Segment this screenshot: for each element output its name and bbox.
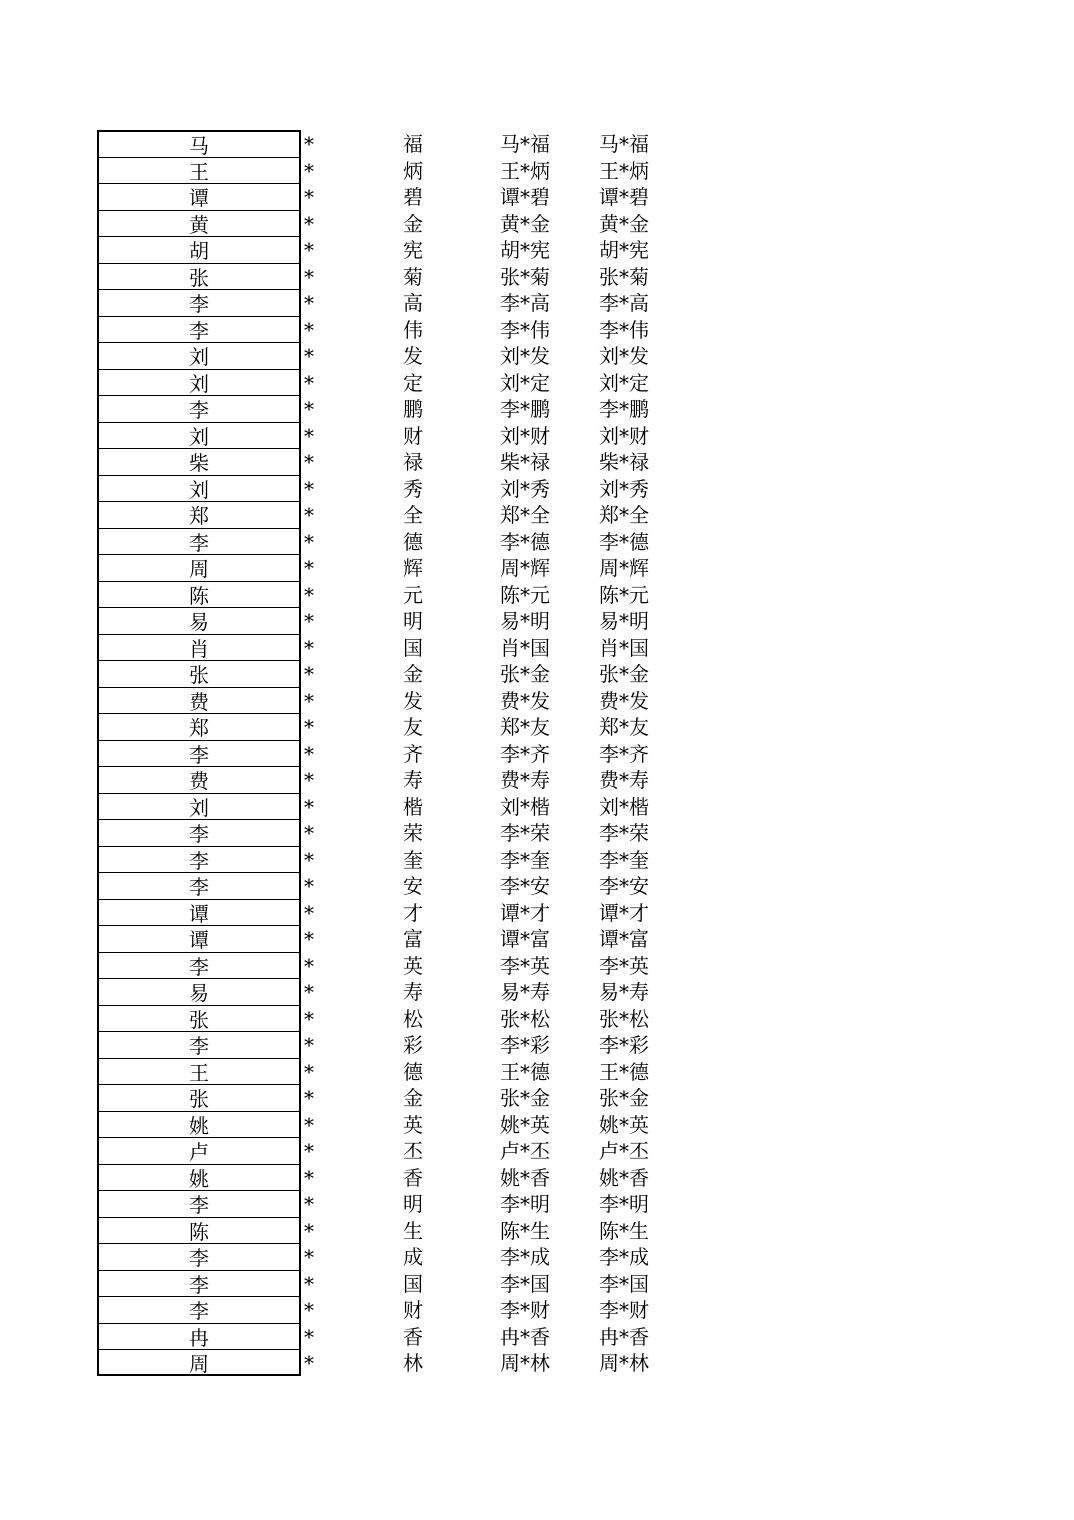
masked-name-cell: 张*松 [500, 1006, 550, 1031]
masked-name-copy-cell: 张*菊 [599, 264, 649, 289]
masked-name-cell: 李*明 [500, 1192, 550, 1216]
surname-cell: 易 [97, 607, 301, 634]
masked-name-cell: 谭*碧 [500, 185, 550, 209]
table-row [0, 1190, 1074, 1217]
mask-cell: * [304, 1218, 314, 1243]
given-name-cell: 财 [403, 1298, 423, 1322]
table-row [0, 448, 1074, 475]
masked-name-copy-cell: 卢*丕 [599, 1139, 649, 1163]
masked-name-copy-cell: 张*松 [599, 1006, 649, 1031]
masked-name-cell: 姚*香 [500, 1165, 550, 1190]
mask-cell: * [304, 1324, 314, 1349]
table-row [0, 713, 1074, 740]
surname-cell: 李 [97, 1190, 301, 1217]
masked-name-cell: 李*荣 [500, 821, 550, 845]
masked-name-cell: 黄*金 [500, 211, 550, 236]
masked-name-copy-cell: 李*英 [599, 953, 649, 978]
given-name-cell: 才 [403, 900, 423, 925]
mask-cell: * [304, 1271, 314, 1296]
given-name-cell: 德 [403, 529, 423, 554]
table-row [0, 1243, 1074, 1270]
masked-name-copy-cell: 冉*香 [599, 1324, 649, 1349]
surname-cell: 刘 [97, 342, 301, 369]
masked-name-cell: 李*财 [500, 1298, 550, 1322]
surname-cell: 肖 [97, 634, 301, 661]
masked-name-copy-cell: 李*成 [599, 1245, 649, 1269]
surname-cell: 谭 [97, 183, 301, 210]
masked-name-copy-cell: 易*明 [599, 609, 649, 633]
table-row [0, 130, 1074, 157]
masked-name-copy-cell: 李*彩 [599, 1033, 649, 1057]
surname-cell: 李 [97, 1031, 301, 1058]
mask-cell: * [304, 450, 314, 474]
mask-cell: * [304, 609, 314, 633]
masked-name-copy-cell: 王*炳 [599, 158, 649, 183]
masked-name-cell: 费*发 [500, 688, 550, 713]
given-name-cell: 成 [403, 1245, 423, 1269]
mask-cell: * [304, 1351, 314, 1375]
table-row [0, 1323, 1074, 1350]
surname-cell: 陈 [97, 581, 301, 608]
given-name-cell: 松 [403, 1006, 423, 1031]
mask-cell: * [304, 423, 314, 448]
mask-cell: * [304, 211, 314, 236]
table-row [0, 316, 1074, 343]
table-row [0, 1164, 1074, 1191]
table-row [0, 846, 1074, 873]
given-name-cell: 楷 [403, 794, 423, 819]
mask-cell: * [304, 1006, 314, 1031]
given-name-cell: 友 [403, 715, 423, 739]
given-name-cell: 菊 [403, 264, 423, 289]
table-row [0, 1111, 1074, 1138]
masked-name-cell: 易*明 [500, 609, 550, 633]
masked-name-cell: 肖*国 [500, 635, 550, 660]
masked-name-copy-cell: 周*林 [599, 1351, 649, 1375]
masked-name-cell: 冉*香 [500, 1324, 550, 1349]
masked-name-copy-cell: 陈*生 [599, 1218, 649, 1243]
masked-name-copy-cell: 陈*元 [599, 582, 649, 607]
given-name-cell: 安 [403, 874, 423, 898]
masked-name-cell: 李*安 [500, 874, 550, 898]
masked-name-copy-cell: 费*发 [599, 688, 649, 713]
surname-cell: 费 [97, 766, 301, 793]
masked-name-copy-cell: 刘*秀 [599, 476, 649, 501]
surname-cell: 王 [97, 157, 301, 184]
mask-cell: * [304, 635, 314, 660]
table-row [0, 369, 1074, 396]
table-row [0, 1058, 1074, 1085]
masked-name-copy-cell: 周*辉 [599, 556, 649, 580]
mask-cell: * [304, 1059, 314, 1084]
masked-name-copy-cell: 刘*定 [599, 370, 649, 395]
table-row [0, 740, 1074, 767]
masked-name-copy-cell: 王*德 [599, 1059, 649, 1084]
given-name-cell: 香 [403, 1165, 423, 1190]
table-row [0, 528, 1074, 555]
masked-name-cell: 李*德 [500, 529, 550, 554]
mask-cell: * [304, 503, 314, 527]
masked-name-copy-cell: 柴*禄 [599, 450, 649, 474]
given-name-cell: 丕 [403, 1139, 423, 1163]
masked-name-cell: 胡*宪 [500, 238, 550, 262]
table-row [0, 952, 1074, 979]
masked-name-copy-cell: 刘*发 [599, 344, 649, 368]
given-name-cell: 明 [403, 609, 423, 633]
surname-cell: 李 [97, 1296, 301, 1323]
given-name-cell: 国 [403, 635, 423, 660]
mask-cell: * [304, 158, 314, 183]
given-name-cell: 高 [403, 291, 423, 315]
mask-cell: * [304, 1192, 314, 1216]
masked-name-cell: 易*寿 [500, 980, 550, 1004]
masked-name-copy-cell: 姚*香 [599, 1165, 649, 1190]
given-name-cell: 禄 [403, 450, 423, 474]
masked-name-copy-cell: 肖*国 [599, 635, 649, 660]
table-row [0, 1031, 1074, 1058]
surname-cell: 李 [97, 395, 301, 422]
mask-cell: * [304, 741, 314, 766]
given-name-cell: 秀 [403, 476, 423, 501]
given-name-cell: 全 [403, 503, 423, 527]
masked-name-cell: 刘*定 [500, 370, 550, 395]
masked-name-cell: 张*菊 [500, 264, 550, 289]
masked-name-cell: 姚*英 [500, 1112, 550, 1137]
given-name-cell: 明 [403, 1192, 423, 1216]
table-row [0, 819, 1074, 846]
surname-cell: 陈 [97, 1217, 301, 1244]
surname-cell: 刘 [97, 422, 301, 449]
table-row [0, 607, 1074, 634]
mask-cell: * [304, 768, 314, 792]
surname-cell: 周 [97, 554, 301, 581]
masked-name-cell: 李*英 [500, 953, 550, 978]
masked-name-copy-cell: 李*高 [599, 291, 649, 315]
given-name-cell: 发 [403, 344, 423, 368]
masked-name-cell: 王*炳 [500, 158, 550, 183]
masked-name-copy-cell: 谭*富 [599, 927, 649, 951]
table-row [0, 554, 1074, 581]
masked-name-cell: 郑*友 [500, 715, 550, 739]
masked-name-cell: 周*辉 [500, 556, 550, 580]
masked-name-copy-cell: 李*鹏 [599, 397, 649, 421]
surname-cell: 李 [97, 819, 301, 846]
masked-name-cell: 李*国 [500, 1271, 550, 1296]
table-row [0, 766, 1074, 793]
masked-name-copy-cell: 李*齐 [599, 741, 649, 766]
masked-name-copy-cell: 刘*楷 [599, 794, 649, 819]
given-name-cell: 福 [403, 132, 423, 156]
given-name-cell: 炳 [403, 158, 423, 183]
masked-name-cell: 张*金 [500, 662, 550, 686]
mask-cell: * [304, 556, 314, 580]
masked-name-cell: 李*高 [500, 291, 550, 315]
masked-name-copy-cell: 李*奎 [599, 847, 649, 872]
mask-cell: * [304, 1112, 314, 1137]
masked-name-copy-cell: 黄*金 [599, 211, 649, 236]
surname-cell: 李 [97, 1270, 301, 1297]
mask-cell: * [304, 821, 314, 845]
given-name-cell: 香 [403, 1324, 423, 1349]
mask-cell: * [304, 847, 314, 872]
given-name-cell: 发 [403, 688, 423, 713]
masked-name-copy-cell: 张*金 [599, 662, 649, 686]
surname-cell: 李 [97, 952, 301, 979]
table-row [0, 157, 1074, 184]
given-name-cell: 鹏 [403, 397, 423, 421]
surname-cell: 刘 [97, 475, 301, 502]
table-row [0, 1084, 1074, 1111]
masked-name-cell: 谭*才 [500, 900, 550, 925]
mask-cell: * [304, 1298, 314, 1322]
masked-name-copy-cell: 郑*全 [599, 503, 649, 527]
masked-name-copy-cell: 李*财 [599, 1298, 649, 1322]
given-name-cell: 寿 [403, 768, 423, 792]
given-name-cell: 寿 [403, 980, 423, 1004]
masked-name-cell: 费*寿 [500, 768, 550, 792]
masked-name-cell: 张*金 [500, 1086, 550, 1110]
table-row [0, 1270, 1074, 1297]
masked-name-copy-cell: 易*寿 [599, 980, 649, 1004]
table-row [0, 1137, 1074, 1164]
masked-name-cell: 郑*全 [500, 503, 550, 527]
table-row [0, 925, 1074, 952]
mask-cell: * [304, 529, 314, 554]
given-name-cell: 定 [403, 370, 423, 395]
given-name-cell: 辉 [403, 556, 423, 580]
mask-cell: * [304, 344, 314, 368]
table-row [0, 634, 1074, 661]
given-name-cell: 宪 [403, 238, 423, 262]
mask-cell: * [304, 1165, 314, 1190]
given-name-cell: 德 [403, 1059, 423, 1084]
given-name-cell: 金 [403, 1086, 423, 1110]
given-name-cell: 财 [403, 423, 423, 448]
mask-cell: * [304, 662, 314, 686]
masked-name-cell: 柴*禄 [500, 450, 550, 474]
table-row [0, 236, 1074, 263]
mask-cell: * [304, 1245, 314, 1269]
masked-name-copy-cell: 费*寿 [599, 768, 649, 792]
table-row [0, 1217, 1074, 1244]
table-row [0, 793, 1074, 820]
masked-name-cell: 周*林 [500, 1351, 550, 1375]
table-row [0, 342, 1074, 369]
surname-cell: 张 [97, 1005, 301, 1032]
masked-name-cell: 刘*楷 [500, 794, 550, 819]
given-name-cell: 生 [403, 1218, 423, 1243]
surname-cell: 张 [97, 1084, 301, 1111]
given-name-cell: 元 [403, 582, 423, 607]
table-row [0, 501, 1074, 528]
surname-cell: 郑 [97, 501, 301, 528]
mask-cell: * [304, 582, 314, 607]
surname-cell: 李 [97, 740, 301, 767]
surname-cell: 周 [97, 1349, 301, 1376]
surname-cell: 王 [97, 1058, 301, 1085]
mask-cell: * [304, 370, 314, 395]
given-name-cell: 齐 [403, 741, 423, 766]
given-name-cell: 林 [403, 1351, 423, 1375]
mask-cell: * [304, 185, 314, 209]
surname-cell: 郑 [97, 713, 301, 740]
masked-name-copy-cell: 李*德 [599, 529, 649, 554]
given-name-cell: 彩 [403, 1033, 423, 1057]
masked-name-copy-cell: 李*明 [599, 1192, 649, 1216]
masked-name-cell: 李*成 [500, 1245, 550, 1269]
surname-cell: 费 [97, 687, 301, 714]
masked-name-copy-cell: 李*荣 [599, 821, 649, 845]
surname-cell: 李 [97, 846, 301, 873]
surname-cell: 卢 [97, 1137, 301, 1164]
masked-name-cell: 陈*元 [500, 582, 550, 607]
masked-name-cell: 李*齐 [500, 741, 550, 766]
masked-name-cell: 陈*生 [500, 1218, 550, 1243]
surname-cell: 李 [97, 316, 301, 343]
given-name-cell: 碧 [403, 185, 423, 209]
table-row [0, 660, 1074, 687]
table-row [0, 289, 1074, 316]
given-name-cell: 英 [403, 953, 423, 978]
table-row [0, 475, 1074, 502]
mask-cell: * [304, 1139, 314, 1163]
mask-cell: * [304, 688, 314, 713]
table-row [0, 687, 1074, 714]
masked-name-cell: 李*伟 [500, 317, 550, 342]
masked-name-copy-cell: 姚*英 [599, 1112, 649, 1137]
given-name-cell: 富 [403, 927, 423, 951]
masked-name-copy-cell: 刘*财 [599, 423, 649, 448]
masked-name-copy-cell: 李*伟 [599, 317, 649, 342]
masked-name-cell: 李*鹏 [500, 397, 550, 421]
masked-name-cell: 刘*发 [500, 344, 550, 368]
table-row [0, 1349, 1074, 1376]
given-name-cell: 荣 [403, 821, 423, 845]
surname-cell: 姚 [97, 1164, 301, 1191]
surname-cell: 李 [97, 872, 301, 899]
table-row [0, 210, 1074, 237]
surname-cell: 李 [97, 289, 301, 316]
mask-cell: * [304, 715, 314, 739]
given-name-cell: 金 [403, 211, 423, 236]
table-row [0, 183, 1074, 210]
surname-cell: 张 [97, 660, 301, 687]
surname-cell: 谭 [97, 925, 301, 952]
surname-cell: 张 [97, 263, 301, 290]
mask-cell: * [304, 1033, 314, 1057]
given-name-cell: 国 [403, 1271, 423, 1296]
mask-cell: * [304, 397, 314, 421]
masked-name-copy-cell: 李*国 [599, 1271, 649, 1296]
given-name-cell: 伟 [403, 317, 423, 342]
mask-cell: * [304, 476, 314, 501]
mask-cell: * [304, 238, 314, 262]
mask-cell: * [304, 264, 314, 289]
masked-name-cell: 刘*秀 [500, 476, 550, 501]
mask-cell: * [304, 900, 314, 925]
surname-cell: 谭 [97, 899, 301, 926]
surname-cell: 胡 [97, 236, 301, 263]
table-row [0, 263, 1074, 290]
surname-cell: 姚 [97, 1111, 301, 1138]
masked-name-cell: 李*彩 [500, 1033, 550, 1057]
masked-name-copy-cell: 张*金 [599, 1086, 649, 1110]
masked-name-copy-cell: 马*福 [599, 132, 649, 156]
surname-cell: 马 [97, 130, 301, 157]
surname-cell: 刘 [97, 793, 301, 820]
mask-cell: * [304, 927, 314, 951]
mask-cell: * [304, 291, 314, 315]
masked-name-copy-cell: 李*安 [599, 874, 649, 898]
table-row [0, 978, 1074, 1005]
masked-name-cell: 王*德 [500, 1059, 550, 1084]
table-row [0, 899, 1074, 926]
mask-cell: * [304, 794, 314, 819]
surname-cell: 刘 [97, 369, 301, 396]
masked-name-cell: 卢*丕 [500, 1139, 550, 1163]
surname-cell: 易 [97, 978, 301, 1005]
mask-cell: * [304, 132, 314, 156]
surname-cell: 黄 [97, 210, 301, 237]
given-name-cell: 奎 [403, 847, 423, 872]
masked-name-cell: 马*福 [500, 132, 550, 156]
table-row [0, 395, 1074, 422]
masked-name-copy-cell: 谭*碧 [599, 185, 649, 209]
surname-cell: 冉 [97, 1323, 301, 1350]
masked-name-cell: 谭*富 [500, 927, 550, 951]
given-name-cell: 金 [403, 662, 423, 686]
table-row [0, 422, 1074, 449]
masked-name-cell: 刘*财 [500, 423, 550, 448]
table-row [0, 1005, 1074, 1032]
masked-name-copy-cell: 谭*才 [599, 900, 649, 925]
surname-cell: 李 [97, 1243, 301, 1270]
surname-cell: 李 [97, 528, 301, 555]
given-name-cell: 英 [403, 1112, 423, 1137]
mask-cell: * [304, 953, 314, 978]
table-row [0, 872, 1074, 899]
masked-name-copy-cell: 郑*友 [599, 715, 649, 739]
surname-cell: 柴 [97, 448, 301, 475]
mask-cell: * [304, 874, 314, 898]
table-row [0, 581, 1074, 608]
mask-cell: * [304, 980, 314, 1004]
table-row [0, 1296, 1074, 1323]
masked-name-copy-cell: 胡*宪 [599, 238, 649, 262]
mask-cell: * [304, 317, 314, 342]
mask-cell: * [304, 1086, 314, 1110]
masked-name-cell: 李*奎 [500, 847, 550, 872]
